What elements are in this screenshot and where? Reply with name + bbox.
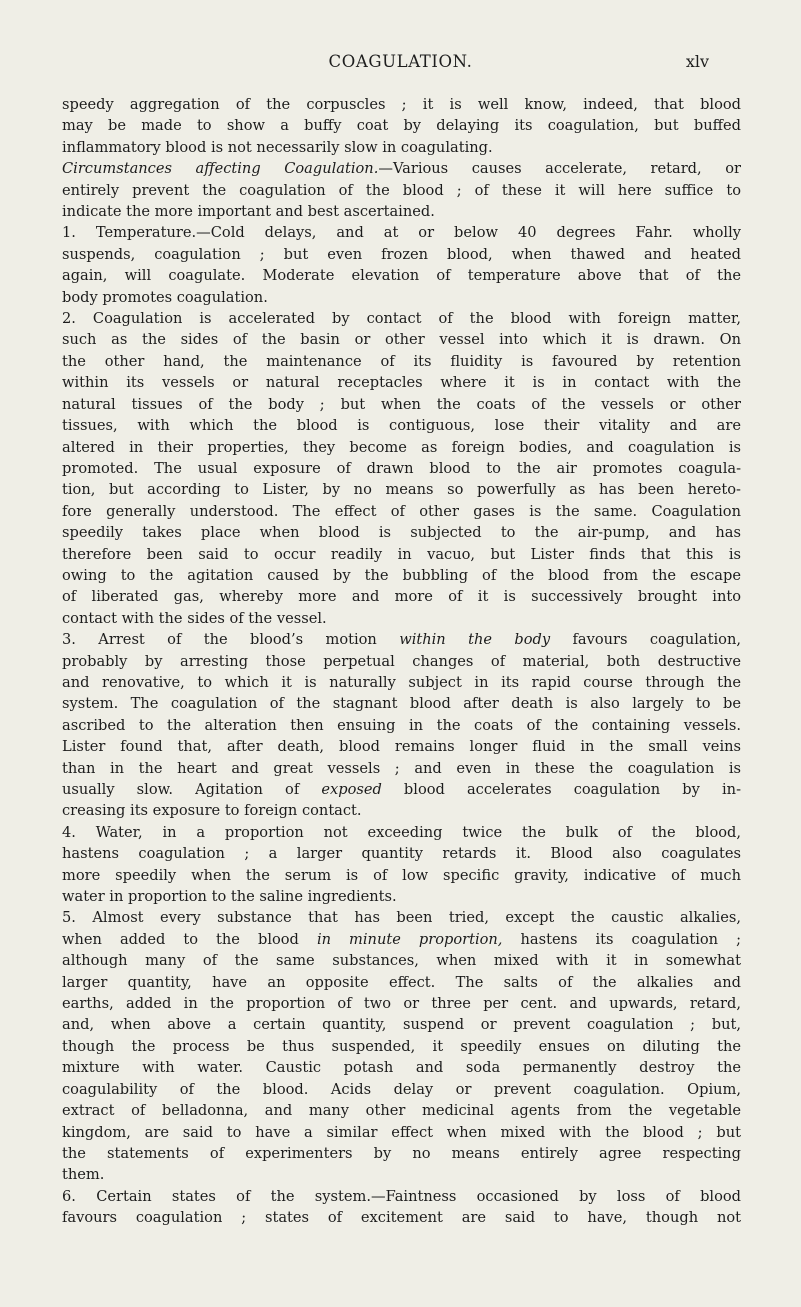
line-text: contact with the sides of the vessel. bbox=[62, 609, 327, 627]
line-text: therefore been said to occur readily in vacuo, but Lister finds that this is bbox=[62, 545, 741, 563]
text-line bbox=[62, 672, 741, 693]
text-line bbox=[62, 800, 741, 821]
text-line bbox=[62, 929, 741, 950]
text-line bbox=[62, 1036, 741, 1057]
text-line bbox=[62, 693, 741, 714]
text-line bbox=[62, 608, 741, 629]
text-line bbox=[62, 158, 741, 179]
text-line bbox=[62, 1057, 741, 1078]
line-text: the statements of experimenters by no means entirely agree respecting bbox=[62, 1144, 741, 1162]
text-line bbox=[62, 1143, 741, 1164]
line-text: creasing its exposure to foreign contact. bbox=[62, 802, 362, 820]
line-text: 5. Almost every substance that has been tried, except the caustic alkalies, bbox=[62, 909, 741, 927]
line-text: indicate the more important and best ascertained. bbox=[62, 203, 435, 221]
line-text: suspends, coagulation ; but even frozen blood, when thawed and heated bbox=[62, 245, 741, 263]
line-text: coagulability of the blood. Acids delay or prevent coagulation. Opium, bbox=[62, 1080, 741, 1098]
italic-phrase: Circumstances affecting Coagulation. bbox=[62, 160, 379, 178]
line-text: tissues, with which the blood is contiguous, lose their vitality and are bbox=[62, 417, 741, 435]
text-line bbox=[62, 308, 741, 329]
line-text: fore generally understood. The effect of other gases is the same. Coagulation bbox=[62, 502, 741, 520]
text-line bbox=[62, 458, 741, 479]
line-text: probably by arresting those perpetual changes of material, both destructive bbox=[62, 652, 741, 670]
line-text: kingdom, are said to have a similar effect when mixed with the blood ; but bbox=[62, 1123, 741, 1141]
text-line bbox=[62, 715, 741, 736]
line-text: body promotes coagulation. bbox=[62, 288, 268, 306]
text-line bbox=[62, 137, 741, 158]
line-text: of liberated gas, whereby more and more of it is successively brought into bbox=[62, 588, 741, 606]
text-line bbox=[62, 244, 741, 265]
line-text: earths, added in the proportion of two or three per cent. and upwards, retard, bbox=[62, 995, 741, 1013]
text-line bbox=[62, 1207, 741, 1228]
text-line bbox=[62, 372, 741, 393]
text-line bbox=[62, 394, 741, 415]
text-line bbox=[62, 1079, 741, 1100]
italic-phrase: within the body bbox=[399, 631, 551, 649]
text-line bbox=[62, 993, 741, 1014]
text-line bbox=[62, 544, 741, 565]
line-text: within its vessels or natural receptacles where it is in contact with the bbox=[62, 374, 741, 392]
text-line bbox=[62, 94, 741, 115]
text-line bbox=[62, 1014, 741, 1035]
line-text: hastens its coagulation ; bbox=[502, 930, 741, 948]
line-text: usually slow. Agitation of bbox=[62, 781, 322, 798]
text-line bbox=[62, 180, 741, 201]
line-text: them. bbox=[62, 1166, 105, 1184]
line-text: favours coagulation, bbox=[550, 631, 741, 649]
text-line bbox=[62, 843, 741, 864]
text-line bbox=[62, 1186, 741, 1207]
line-text: when added to the blood bbox=[62, 930, 317, 948]
text-line bbox=[62, 222, 741, 243]
text-line bbox=[62, 351, 741, 372]
line-text: 3. Arrest of the blood’s motion bbox=[62, 631, 400, 649]
line-text: Lister found that, after death, blood remains longer fluid in the small veins bbox=[62, 738, 741, 756]
line-text: larger quantity, have an opposite effect. The salts of the alkalies and bbox=[62, 973, 741, 991]
line-text: such as the sides of the basin or other vessel into which it is drawn. On bbox=[62, 331, 741, 349]
text-line bbox=[62, 287, 741, 308]
text-line bbox=[62, 522, 741, 543]
text-line bbox=[62, 822, 741, 843]
line-text: water in proportion to the saline ingredients. bbox=[62, 888, 397, 906]
text-line bbox=[62, 479, 741, 500]
running-title: COAGULATION. bbox=[328, 52, 473, 71]
text-line bbox=[62, 1100, 741, 1121]
text-line bbox=[62, 1164, 741, 1185]
text-line bbox=[62, 115, 741, 136]
italic-phrase: in minute proportion, bbox=[316, 930, 503, 948]
line-text: and renovative, to which it is naturally subject in its rapid course through the bbox=[62, 673, 741, 691]
text-line bbox=[62, 758, 741, 779]
line-text: extract of belladonna, and many other medicinal agents from the vegetable bbox=[62, 1102, 741, 1120]
line-text: inflammatory blood is not necessarily slow in coagulating. bbox=[62, 138, 493, 156]
line-text: ascribed to the alteration then ensuing in the coats of the containing vessels. bbox=[62, 716, 741, 734]
line-text: again, will coagulate. Moderate elevation of temperature above that of the bbox=[62, 267, 741, 285]
text-line bbox=[62, 736, 741, 757]
text-line bbox=[62, 201, 741, 222]
text-line bbox=[62, 265, 741, 286]
line-text: tion, but according to Lister, by no means so powerfully as has been hereto- bbox=[62, 481, 741, 499]
line-text: blood accelerates coagulation by in- bbox=[381, 781, 741, 798]
line-text: and, when above a certain quantity, suspend or prevent coagulation ; but, bbox=[62, 1016, 741, 1034]
line-text: may be made to show a buffy coat by delaying its coagulation, but buffed bbox=[62, 117, 741, 135]
line-text: system. The coagulation of the stagnant blood after death is also largely to be bbox=[62, 695, 741, 713]
line-text: promoted. The usual exposure of drawn blood to the air promotes coagula- bbox=[62, 459, 741, 477]
line-text: speedily takes place when blood is subjected to the air-pump, and has bbox=[62, 524, 741, 542]
line-text: the other hand, the maintenance of its fluidity is favoured by retention bbox=[62, 352, 741, 370]
line-text: 1. Temperature.—Cold delays, and at or below 40 degrees Fahr. wholly bbox=[62, 224, 741, 242]
text-line bbox=[62, 629, 741, 650]
line-text: 2. Coagulation is accelerated by contact of the blood with foreign matter, bbox=[62, 310, 741, 328]
text-line bbox=[62, 586, 741, 607]
line-text: mixture with water. Caustic potash and soda permanently destroy the bbox=[62, 1059, 741, 1077]
text-line bbox=[62, 972, 741, 993]
line-text: altered in their properties, they become as foreign bodies, and coagulation is bbox=[62, 438, 741, 456]
line-text: more speedily when the serum is of low specific gravity, indicative of much bbox=[62, 866, 741, 884]
line-text: favours coagulation ; states of excitement are said to have, though not bbox=[62, 1209, 741, 1227]
italic-phrase: exposed bbox=[321, 781, 382, 798]
text-line bbox=[62, 565, 741, 586]
line-text: owing to the agitation caused by the bubbling of the blood from the escape bbox=[62, 566, 741, 584]
text-line bbox=[62, 886, 741, 907]
line-text: speedy aggregation of the corpuscles ; it is well know, indeed, that blood bbox=[62, 96, 741, 113]
line-text: than in the heart and great vessels ; and even in these the coagulation is bbox=[62, 759, 741, 777]
line-text: although many of the same substances, when mixed with it in somewhat bbox=[62, 952, 741, 970]
text-line bbox=[62, 437, 741, 458]
text-line bbox=[62, 651, 741, 672]
text-line bbox=[62, 1122, 741, 1143]
text-line bbox=[62, 865, 741, 886]
line-text: entirely prevent the coagulation of the blood ; of these it will here suffice to bbox=[62, 181, 741, 199]
line-text: —Various causes accelerate, retard, or bbox=[378, 160, 741, 178]
text-line bbox=[62, 779, 741, 800]
running-head bbox=[0, 52, 801, 76]
body-text bbox=[62, 94, 741, 1229]
text-line bbox=[62, 501, 741, 522]
page-number: xlv bbox=[685, 52, 709, 71]
text-line bbox=[62, 415, 741, 436]
line-text: 4. Water, in a proportion not exceeding twice the bulk of the blood, bbox=[62, 823, 741, 841]
text-line bbox=[62, 329, 741, 350]
text-line bbox=[62, 950, 741, 971]
line-text: though the process be thus suspended, it speedily ensues on diluting the bbox=[62, 1037, 741, 1055]
text-line bbox=[62, 907, 741, 928]
line-text: hastens coagulation ; a larger quantity retards it. Blood also coagulates bbox=[62, 845, 741, 863]
line-text: natural tissues of the body ; but when the coats of the vessels or other bbox=[62, 395, 741, 413]
line-text: 6. Certain states of the system.—Faintness occasioned by loss of blood bbox=[62, 1187, 741, 1205]
